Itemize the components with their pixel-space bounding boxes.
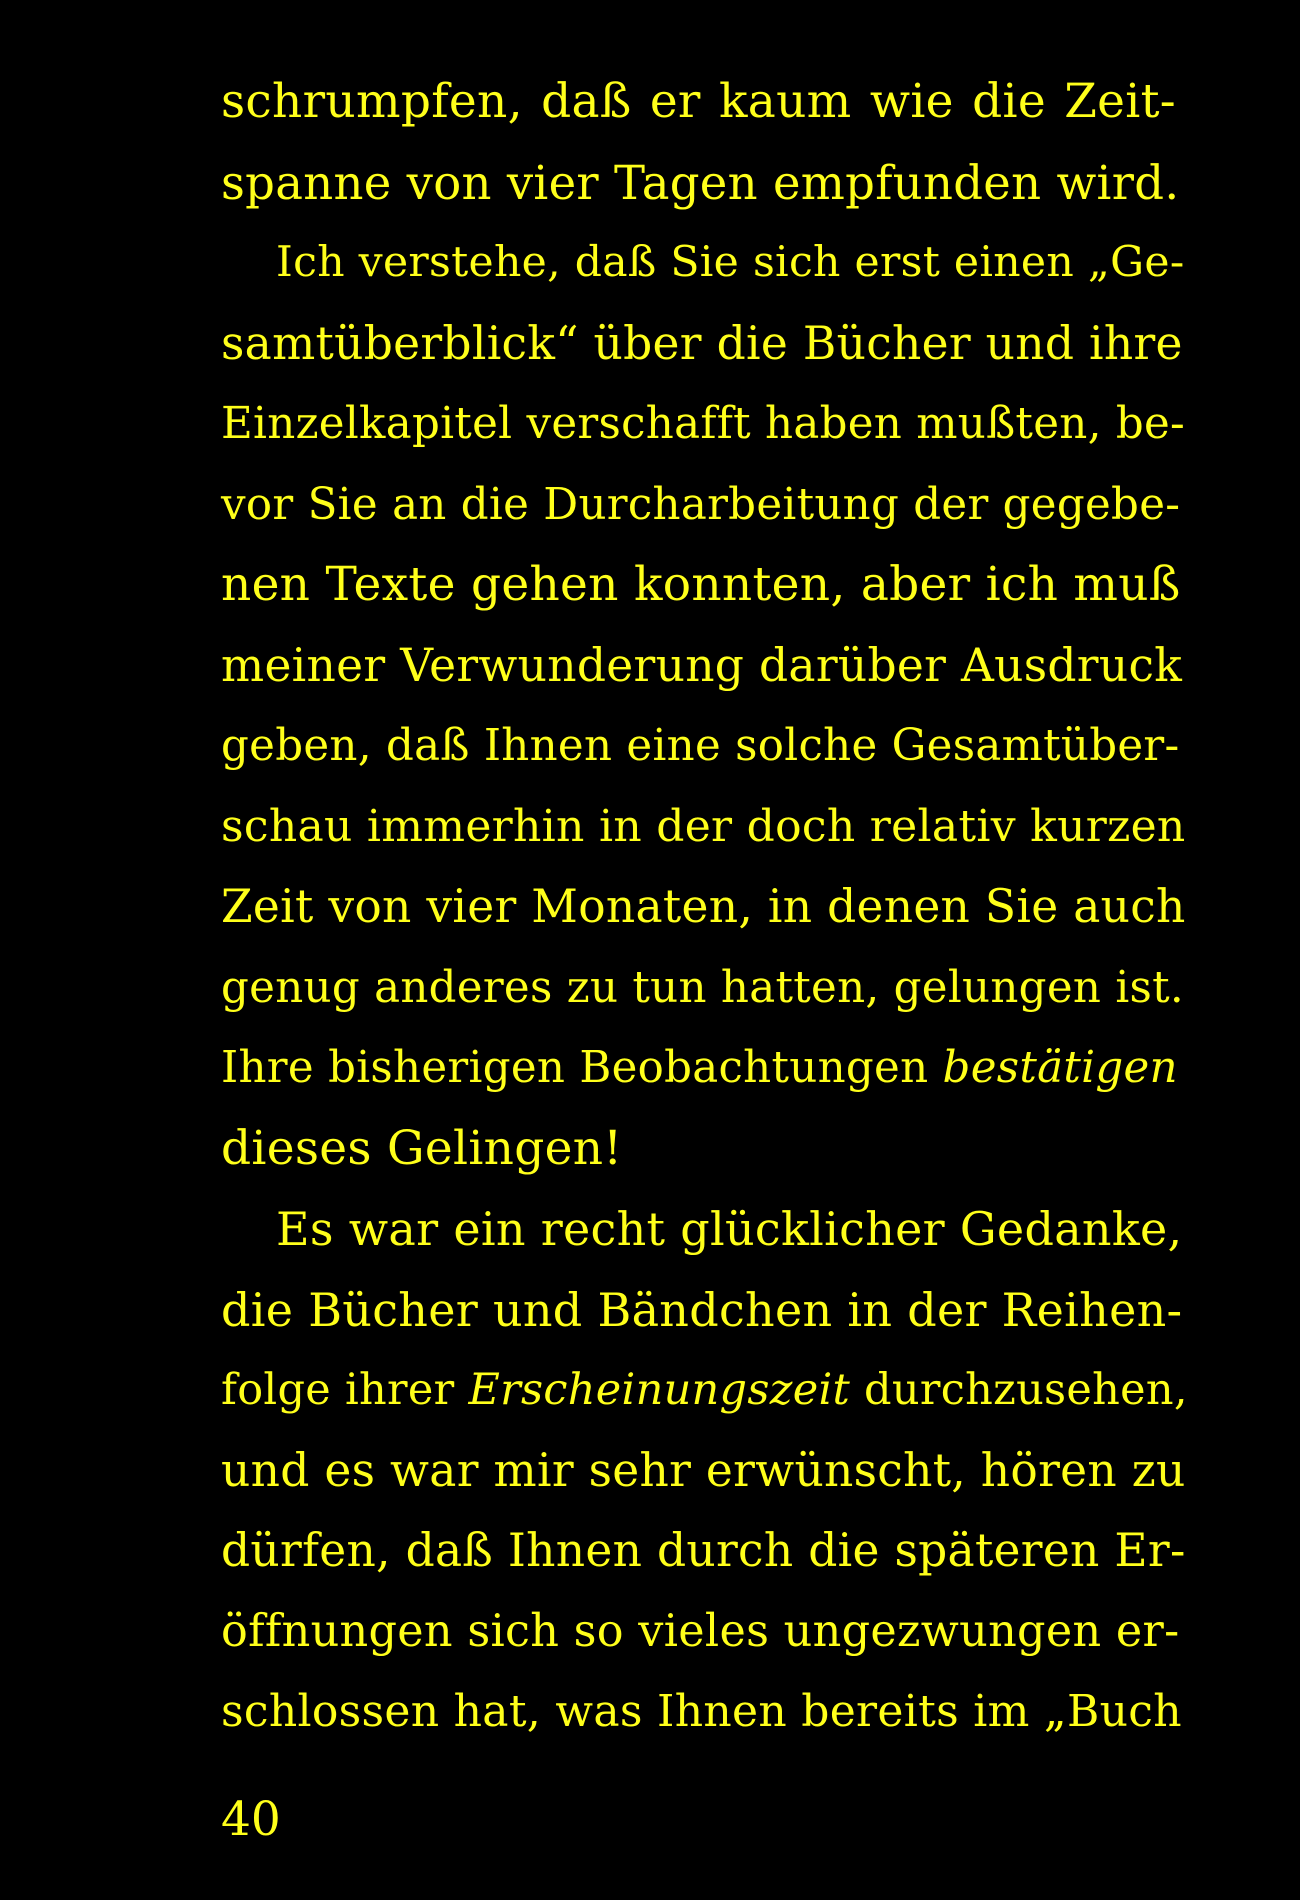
text-line: [221, 787, 1186, 868]
text-segment: schrumpfen, daß er kaum wie die Zeit-: [221, 74, 1176, 129]
text-segment: vor Sie an die Durcharbeitung der gegebe-: [221, 479, 1181, 530]
text-segment: schlossen hat, was Ihnen bereits im „Buch: [221, 1686, 1182, 1737]
text-segment: dürfen, daß Ihnen durch die späteren Er-: [221, 1524, 1186, 1577]
text-line: [221, 1270, 1183, 1351]
text-line: [221, 384, 1186, 465]
text-segment: und es war mir sehr erwünscht, hören zu: [221, 1443, 1186, 1497]
text-segment: Einzelkapitel verschafft haben mußten, be-: [221, 399, 1186, 449]
body-text: [221, 62, 1188, 1753]
text-segment: samtüberblick“ über die Bücher und ihre: [221, 316, 1183, 370]
text-line: [221, 1189, 1183, 1270]
text-segment: durchzusehen,: [850, 1365, 1188, 1415]
text-line: [221, 223, 1185, 304]
text-line: [221, 62, 1176, 143]
text-line: [221, 626, 1183, 707]
text-line: [221, 304, 1183, 385]
text-segment: genug anderes zu tun hatten, gelungen ist.: [221, 962, 1185, 1013]
emphasized-text: Erscheinungszeit: [468, 1365, 851, 1415]
text-segment: nen Texte gehen konnten, aber ich muß: [221, 557, 1181, 612]
text-segment: folge ihrer: [221, 1365, 469, 1415]
text-line: [221, 1592, 1180, 1673]
text-line: [221, 1350, 1188, 1431]
text-segment: spanne von vier Tagen empfunden wird.: [221, 155, 1180, 210]
text-line: [221, 545, 1181, 626]
text-segment: die Bücher und Bändchen in der Reihen-: [221, 1282, 1183, 1337]
text-segment: geben, daß Ihnen eine solche Gesamtüber-: [221, 721, 1180, 771]
text-segment: meiner Verwunderung darüber Ausdruck: [221, 638, 1183, 692]
text-line: [221, 1109, 1176, 1190]
text-segment: Zeit von vier Monaten, in denen Sie auch: [221, 880, 1186, 933]
text-line: [221, 1511, 1186, 1592]
text-segment: öffnungen sich so vieles ungezwungen er-: [221, 1605, 1180, 1657]
text-line: [221, 706, 1180, 787]
text-segment: dieses Gelingen!: [221, 1120, 623, 1176]
text-line: [221, 1431, 1186, 1512]
text-line: [221, 1672, 1182, 1753]
text-line: [221, 1028, 1176, 1109]
emphasized-text: bestätigen: [942, 1043, 1178, 1093]
text-line: [221, 948, 1185, 1029]
text-segment: Ihre bisherigen Beobachtungen: [221, 1043, 943, 1093]
text-line: [221, 867, 1186, 948]
text-segment: schau immerhin in der doch relativ kurzen: [221, 800, 1186, 852]
page-number: 40: [221, 1792, 281, 1847]
text-line: [221, 465, 1181, 546]
text-segment: Es war ein recht glücklicher Gedanke,: [276, 1202, 1183, 1256]
text-segment: Ich verstehe, daß Sie sich erst einen „Ge-: [276, 238, 1185, 287]
text-line: [221, 143, 1180, 224]
